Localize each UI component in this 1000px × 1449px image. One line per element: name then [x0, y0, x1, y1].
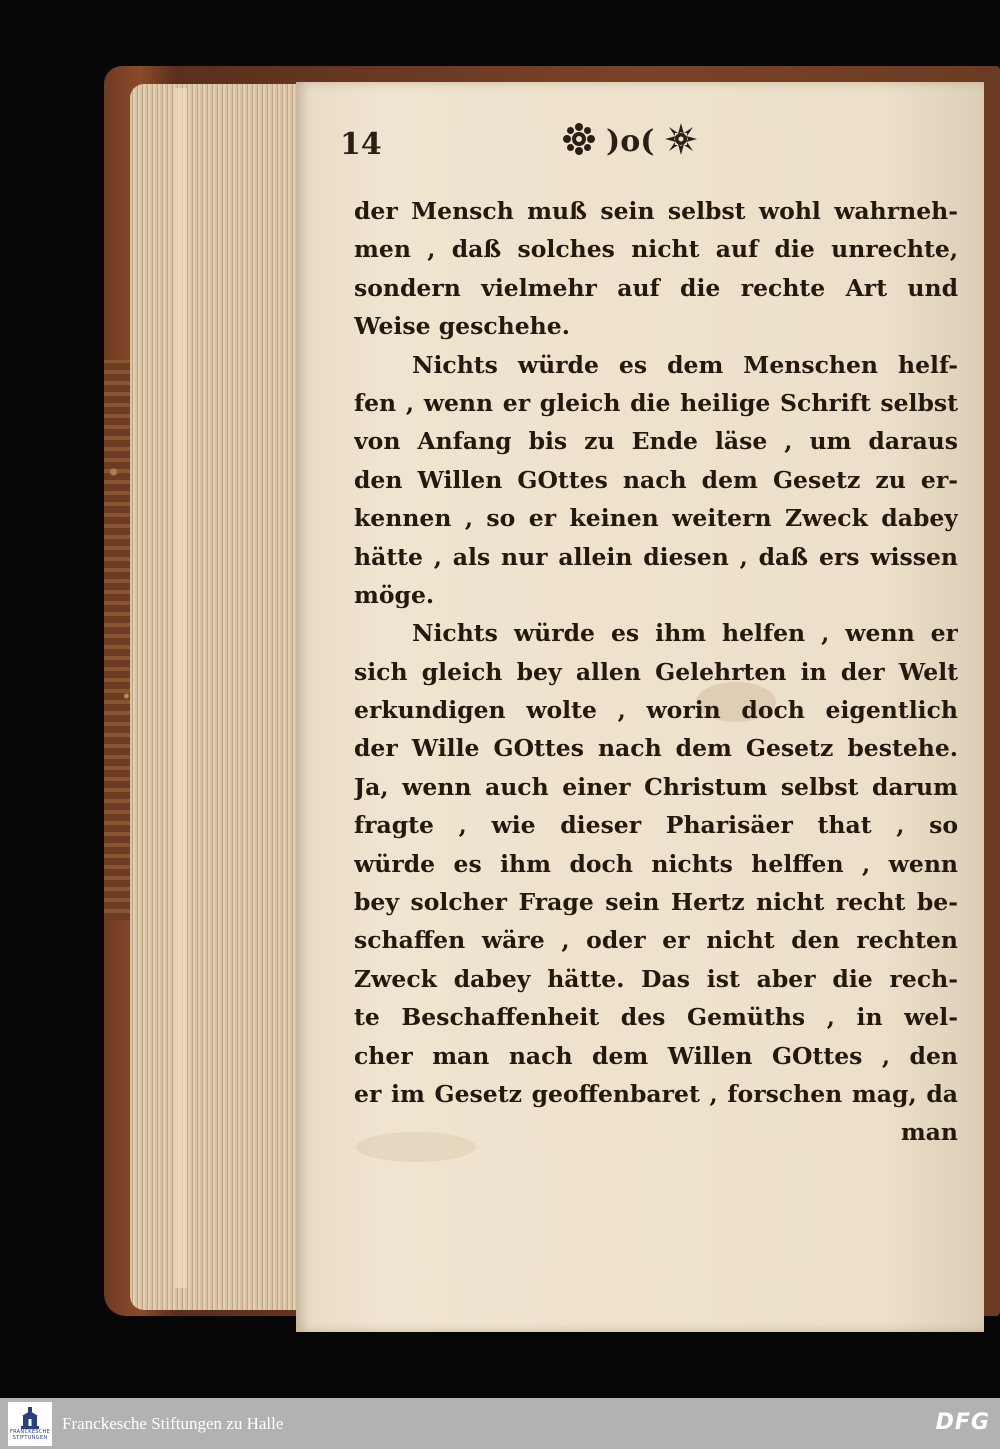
- text-line: te Beschaffenheit des Gemüths , in wel-: [354, 1003, 958, 1032]
- institution-logo[interactable]: [8, 1402, 52, 1446]
- text-line: fragte , wie dieser Pharisäer that , so: [354, 811, 958, 840]
- dfg-logo[interactable]: DFG: [935, 1410, 990, 1435]
- text-line: kennen , so er keinen weitern Zweck dabey: [354, 504, 958, 533]
- text-line: Nichts würde es dem Menschen helf-: [412, 350, 958, 379]
- running-head: [340, 122, 960, 166]
- text-line: den Willen GOttes nach dem Gesetz zu er-: [354, 465, 958, 494]
- page-number: 14: [340, 126, 382, 162]
- text-line: men , daß solches nicht auf die unrechte,: [354, 235, 958, 264]
- logo-caption: STIFTUNGEN: [12, 1434, 48, 1441]
- header-ornament-text: )o(: [606, 123, 655, 159]
- text-line: sich gleich bey allen Gelehrten in der Welt: [354, 657, 958, 686]
- rosette-ornament-icon: [562, 122, 596, 160]
- text-line: Weise geschehe.: [354, 312, 570, 341]
- building-icon: [20, 1407, 40, 1429]
- page-stack-edge: [130, 84, 300, 1310]
- text-line: bey solcher Frage sein Hertz nicht recht be-: [354, 888, 958, 917]
- catchword: man: [900, 1118, 958, 1147]
- text-line: der Mensch muß sein selbst wohl wahrneh-: [354, 197, 958, 225]
- text-line: Nichts würde es ihm helfen , wenn er: [412, 619, 958, 648]
- text-line: möge.: [354, 580, 435, 609]
- text-line: cher man nach dem Willen GOttes , den: [354, 1041, 958, 1070]
- text-line: schaffen wäre , oder er nicht den rechten: [354, 926, 958, 955]
- text-line: erkundigen wolte , worin doch eigentlich: [354, 696, 958, 725]
- viewer-footer: [0, 1398, 1000, 1449]
- institution-link[interactable]: Franckesche Stiftungen zu Halle: [62, 1413, 284, 1433]
- text-line: von Anfang bis zu Ende läse , um daraus: [354, 427, 958, 456]
- body-text: [354, 192, 958, 1152]
- text-line: würde es ihm doch nichts helffen , wenn: [354, 849, 958, 878]
- text-line: er im Gesetz geoffenbaret , forschen mag, da: [354, 1079, 958, 1108]
- text-line: der Wille GOttes nach dem Gesetz bestehe.: [354, 734, 958, 763]
- logo-caption: FRANCKESCHE: [9, 1428, 51, 1435]
- text-line: Ja, wenn auch einer Christum selbst darum: [354, 772, 958, 801]
- page-edge-highlight: [175, 88, 187, 1288]
- header-ornament: [562, 122, 698, 160]
- rosette-ornament-icon: [664, 122, 698, 160]
- text-line: fen , wenn er gleich die heilige Schrift selbst: [354, 388, 958, 417]
- text-line: hätte , als nur allein diesen , daß ers wissen: [354, 542, 958, 571]
- text-line: sondern vielmehr auf die rechte Art und: [354, 273, 958, 302]
- text-line: Zweck dabey hätte. Das ist aber die rech-: [354, 964, 958, 993]
